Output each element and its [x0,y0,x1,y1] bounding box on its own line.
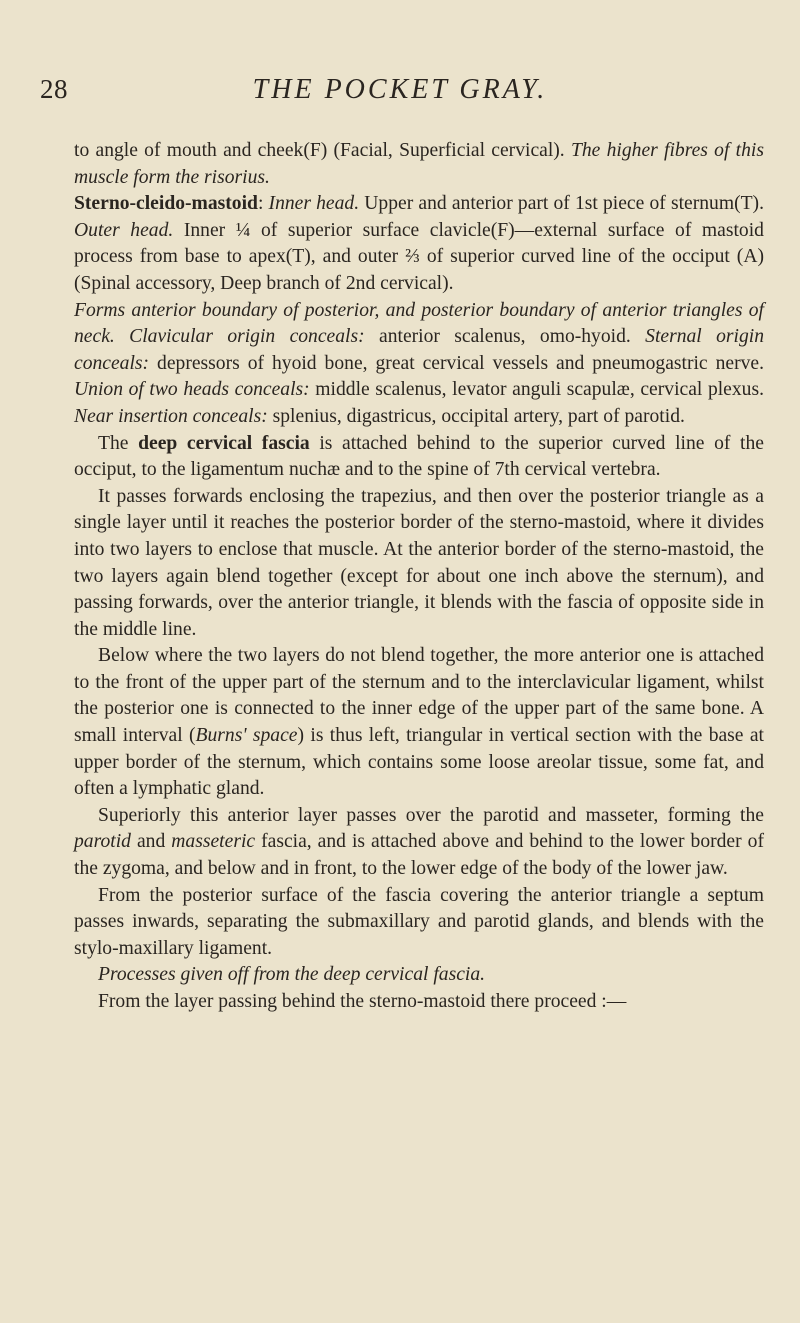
italic-masseteric: masseteric [171,831,256,853]
italic-burns-space: Burns' space [195,725,298,747]
italic-near-insertion: Near insertion conceals: [74,405,268,427]
term-sterno-cleido-mastoid: Sterno-cleido-mastoid [74,193,258,215]
paragraph-parotid-fascia [74,803,764,883]
text-run: is attached behind to the superior curved line of the occiput, to the ligamentum nuchæ and to the spine of 7th cervical vertebra. [74,432,764,481]
italic-inner-head: Inner head. [268,193,360,215]
page-header [0,74,800,108]
paragraph-burns-space [74,643,764,803]
italic-parotid: parotid [74,831,131,853]
italic-note-risorius: The higher fibres of this muscle form the risorius. [74,140,764,188]
text-run: middle scalenus, levator anguli scapulæ, cervical plexus. [309,379,764,401]
term-deep-cervical-fascia: deep cervical fascia [138,432,310,454]
text-run: to angle of mouth and cheek(F) (Facial, Superficial cervical). [74,140,565,161]
paragraph-relations [74,298,764,431]
text-run [115,326,129,347]
text-run: depressors of hyoid bone, great cervical vessels and pneumogastric nerve. [149,352,764,374]
text-run: The [98,432,139,454]
text-run: Below where the two layers do not blend together, the more anterior one is attached to the front of the upper part of the sternum and to the interclavicular ligament, whilst the posterior one is connected to the inner edge of the upper part of the same bone. A small interval ( [74,645,764,747]
italic-sternal-origin: Sternal origin conceals: [74,326,765,374]
paragraph-septum: From the posterior surface of the fascia covering the anterior triangle a septum passes inwards, separating the submaxillary and parotid glands, and blends with the stylo-maxillary ligament. [74,884,764,959]
text-run: Inner ¼ of superior surface clavicle(F)—external surface of mastoid process from base to apex(T), and outer ⅔ of superior curved line of the occiput (A) (Spinal accessory, Deep branch of 2nd cervical). [74,219,764,294]
paragraph-facial-continuation [74,138,764,191]
paragraph-layer-behind: From the layer passing behind the sterno-mastoid there proceed :— [98,991,627,1012]
paragraph-fascia-course: It passes forwards enclosing the trapezius, and then over the posterior triangle as a single layer until it reaches the posterior border of the sterno-mastoid, where it divides into two layers to enclose that muscle. At the anterior border of the sterno-mastoid, the two layers again blend together (except for about one inch above the sternum), and passing forwards, over the anterior triangle, it blends with the fascia of opposite side in the middle line. [74,485,764,640]
text-run: ) is thus left, triangular in vertical section with the base at upper border of the sternum, which contains some loose areolar tissue, some fat, and often a lymphatic gland. [74,725,764,800]
text-run: and [130,831,172,853]
page-number: 28 [40,74,68,104]
text-run: splenius, digastricus, occipital artery, part of parotid. [267,405,685,427]
text-run: Upper and anterior part of 1st piece of sternum(T). [359,193,764,215]
italic-outer-head: Outer head. [74,219,174,241]
text-run: Superiorly this anterior layer passes over the parotid and masseter, forming the [98,804,764,826]
body-text [74,138,764,1016]
text-run: fascia, and is attached above and behind to the lower border of the zygoma, and below and in front, to the lower edge of the body of the lower jaw. [74,831,764,880]
italic-forms-boundary: Forms anterior boundary of posterior, and posterior boundary of anterior triangles of neck. [74,299,764,348]
paragraph-sterno-cleido-mastoid [74,191,764,297]
subheading-processes: Processes given off from the deep cervical fascia. [98,964,486,986]
italic-union-heads: Union of two heads conceals: [74,379,310,401]
text-run: anterior scalenus, omo-hyoid. [364,326,646,348]
running-head: THE POCKET GRAY. [252,74,548,105]
text-run: : [257,193,269,215]
paragraph-deep-cervical-fascia [74,431,764,484]
italic-clavicular-origin: Clavicular origin conceals: [129,326,365,348]
